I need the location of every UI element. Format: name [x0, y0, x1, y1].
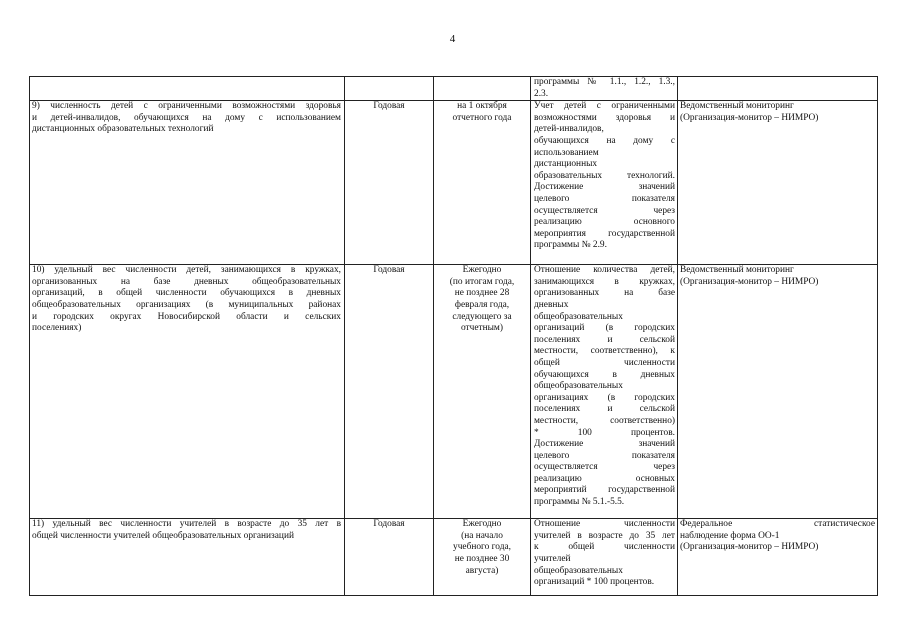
calculation-method-cell-line: поселениях и сельской: [534, 404, 675, 415]
calculation-method-cell-line: осуществляется через: [534, 205, 675, 216]
periodicity-cell-line: Годовая: [373, 519, 405, 530]
indicator-cell-line: 11) удельный вес численности учителей в возрасте до 35 лет в: [32, 519, 341, 530]
calculation-method-cell-line: местности, соответственно): [534, 415, 675, 426]
page-number: 4: [449, 33, 456, 45]
calculation-method-cell-line: дистанционных: [534, 159, 598, 170]
data-source-cell-line: (Организация-монитор – НИМРО): [680, 112, 819, 123]
indicator-cell-line: организованных на базе дневных общеобразовательных: [32, 276, 341, 287]
calculation-method-cell-line: мероприятия государственной: [534, 228, 675, 239]
deadline-cell: [434, 101, 531, 265]
calculation-method-cell-line: Достижение значений: [534, 439, 675, 450]
calculation-method-cell-line: Отношение количества детей,: [534, 265, 675, 276]
calculation-method-cell: [531, 265, 678, 519]
calculation-method-cell-line: использованием: [534, 147, 599, 158]
table-row: [30, 101, 878, 265]
deadline-cell-line: учебного года,: [453, 542, 511, 553]
deadline-cell-line: отчетным): [460, 323, 503, 334]
calculation-method-cell-line: мероприятий государственной: [534, 485, 675, 496]
table-row: [30, 519, 878, 596]
calculation-method-cell-line: организациях (в городских: [534, 392, 675, 403]
deadline-cell: [434, 519, 531, 596]
data-source-cell: [678, 77, 878, 101]
deadline-cell-line: на 1 октября: [457, 101, 507, 112]
periodicity-cell: [345, 77, 434, 101]
calculation-method-cell-line: реализацию основного: [534, 217, 675, 228]
deadline-cell-line: августа): [465, 565, 499, 576]
deadline-cell-line: не позднее 30: [454, 553, 510, 564]
calculation-method-cell-line: 2.3.: [534, 88, 549, 99]
calculation-method-cell-line: местности, соответственно), к: [534, 346, 675, 357]
deadline-cell-line: отчетного года: [452, 112, 512, 123]
calculation-method-cell-line: Отношение численности: [534, 519, 675, 530]
deadline-cell-line: следующего за: [452, 311, 512, 322]
calculation-method-cell-line: целевого показателя: [534, 450, 675, 461]
table-row: [30, 265, 878, 519]
calculation-method-cell-line: организаций * 100 процентов.: [534, 577, 655, 588]
indicator-cell-line: 10) удельный вес численности детей, занимающихся в кружках,: [32, 265, 341, 276]
deadline-cell-line: Ежегодно: [462, 519, 502, 530]
indicator-cell-line: общей численности учителей общеобразовательных организаций: [32, 530, 294, 541]
deadline-cell: [434, 77, 531, 101]
indicator-cell: [30, 101, 345, 265]
deadline-cell-line: февраля года,: [454, 299, 510, 310]
table-row: [30, 77, 878, 101]
calculation-method-cell-line: возможностями здоровья и: [534, 112, 675, 123]
calculation-method-cell: [531, 77, 678, 101]
calculation-method-cell-line: учителей: [534, 553, 571, 564]
indicator-cell-line: поселениях): [32, 323, 82, 334]
indicator-cell-line: дистанционных образовательных технологий: [32, 124, 214, 135]
periodicity-cell: [345, 101, 434, 265]
calculation-method-cell-line: организаций (в городских: [534, 323, 675, 334]
periodicity-cell: [345, 519, 434, 596]
data-source-cell-line: наблюдение форма ОО-1: [680, 530, 780, 541]
calculation-method-cell-line: к общей численности: [534, 542, 675, 553]
indicators-table-body: [30, 77, 878, 596]
calculation-method-cell: [531, 101, 678, 265]
calculation-method-cell-line: поселениях и сельской: [534, 334, 675, 345]
periodicity-cell-line: Годовая: [373, 265, 405, 276]
deadline-cell: [434, 265, 531, 519]
calculation-method-cell-line: обучающихся на дому с: [534, 135, 675, 146]
data-source-cell: [678, 101, 878, 265]
calculation-method-cell-line: общеобразовательных: [534, 381, 623, 392]
calculation-method-cell-line: образовательных технологий.: [534, 170, 675, 181]
calculation-method-cell-line: * 100 процентов.: [534, 427, 675, 438]
calculation-method-cell-line: осуществляется через: [534, 462, 675, 473]
calculation-method-cell-line: реализацию основных: [534, 473, 675, 484]
calculation-method-cell-line: учителей в возрасте до 35 лет: [534, 530, 675, 541]
calculation-method-cell: [531, 519, 678, 596]
calculation-method-cell-line: общей численности: [534, 357, 675, 368]
calculation-method-cell-line: общеобразовательных: [534, 311, 623, 322]
indicator-cell-line: общеобразовательных организациях (в муниципальных районах: [32, 299, 341, 310]
data-source-cell: [678, 519, 878, 596]
indicator-cell-line: организаций, в общей численности обучающихся в дневных: [32, 288, 341, 299]
indicator-cell-line: и детей-инвалидов, обучающихся на дому с использованием: [32, 112, 341, 123]
calculation-method-cell-line: программы № 2.9.: [534, 240, 607, 251]
periodicity-cell-line: Годовая: [373, 101, 405, 112]
calculation-method-cell-line: программы № 1.1., 1.2., 1.3.,: [534, 77, 675, 87]
calculation-method-cell-line: Учет детей с ограниченными: [534, 101, 675, 112]
calculation-method-cell-line: организованных на базе: [534, 288, 675, 299]
calculation-method-cell-line: целевого показателя: [534, 193, 675, 204]
deadline-cell-line: не позднее 28: [454, 288, 510, 299]
calculation-method-cell-line: общеобразовательных: [534, 565, 623, 576]
periodicity-cell: [345, 265, 434, 519]
data-source-cell-line: Федеральное статистическое: [680, 519, 875, 530]
deadline-cell-line: Ежегодно: [462, 265, 502, 276]
deadline-cell-line: (на начало: [461, 530, 503, 541]
indicator-cell: [30, 265, 345, 519]
calculation-method-cell-line: обучающихся в дневных: [534, 369, 675, 380]
indicator-cell-line: 9) численность детей с ограниченными возможностями здоровья: [32, 101, 341, 112]
calculation-method-cell-line: занимающихся в кружках,: [534, 276, 675, 287]
calculation-method-cell-line: Достижение значений: [534, 182, 675, 193]
indicator-cell-line: и городских округах Новосибирской области и сельских: [32, 311, 341, 322]
indicators-table: [29, 76, 878, 596]
calculation-method-cell-line: детей-инвалидов,: [534, 124, 604, 135]
data-source-cell-line: (Организация-монитор – НИМРО): [680, 276, 819, 287]
data-source-cell: [678, 265, 878, 519]
data-source-cell-line: Ведомственный мониторинг: [680, 101, 794, 112]
indicator-cell: [30, 519, 345, 596]
data-source-cell-line: Ведомственный мониторинг: [680, 265, 794, 276]
calculation-method-cell-line: дневных: [534, 299, 569, 310]
indicator-cell: [30, 77, 345, 101]
calculation-method-cell-line: программы № 5.1.-5.5.: [534, 497, 625, 508]
data-source-cell-line: (Организация-монитор – НИМРО): [680, 542, 819, 553]
deadline-cell-line: (по итогам года,: [449, 276, 515, 287]
